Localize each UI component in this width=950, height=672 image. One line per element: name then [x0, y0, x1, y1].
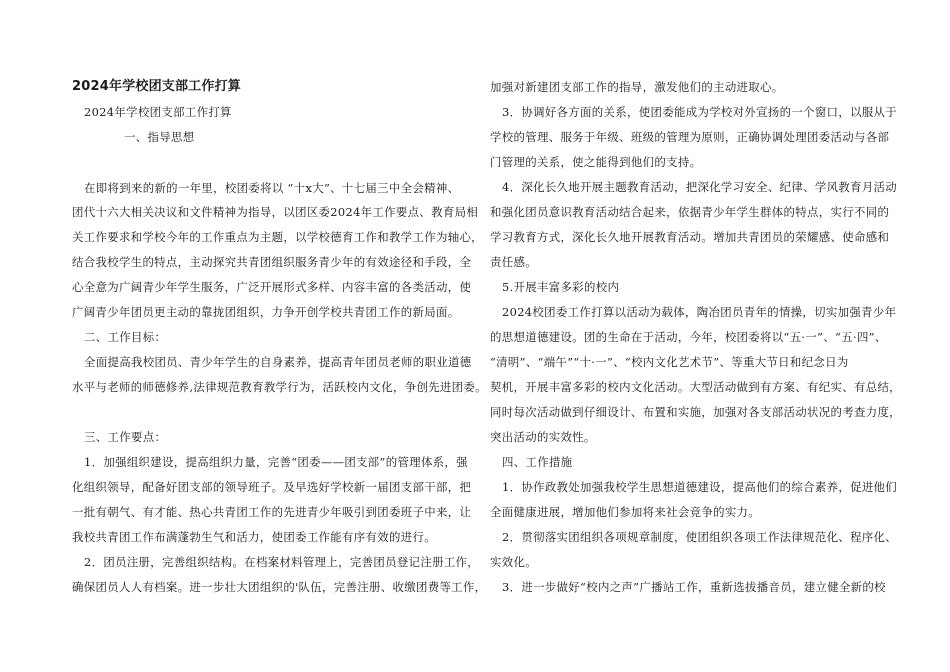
- text-line: 全面提高我校团员、青少年学生的自身素养，提高青年团员老师的职业道德: [84, 355, 472, 369]
- text-line: 同时每次活动做到仔细设计、布置和实施，加强对各支部活动状况的考查力度，: [490, 405, 901, 419]
- text-line: 一、指导思想: [124, 130, 195, 144]
- text-line: 加强对新建团支部工作的指导，激发他们的主动进取心。: [490, 80, 784, 94]
- text-line: 结合我校学生的特点，主动探究共青团组织服务青少年的有效途径和手段，全: [72, 255, 472, 269]
- text-line: 三、工作要点：: [84, 430, 167, 444]
- text-line: 一批有朝气、有才能、热心共青团工作的先进青少年吸引到团委班子中来，让: [72, 505, 472, 519]
- text-line: 2024校团委工作打算以活动为载体，陶冶团员青年的情操，切实加强青少年: [502, 305, 897, 319]
- text-line: 实效化。: [490, 555, 537, 569]
- text-line: 水平与老师的师德修养,法律规范教育教学行为，活跃校内文化，争创先进团委。: [72, 380, 487, 394]
- text-line: 四、工作措施: [502, 455, 573, 469]
- text-line: 1．加强组织建设，提高组织力量，完善“团委——团支部”的管理体系，强: [84, 455, 468, 469]
- text-line: 团代十六大相关决议和文件精神为指导，以团区委2024年工作要点、教育局相: [72, 205, 479, 219]
- text-line: 4．深化长久地开展主题教育活动，把深化学习安全、纪律、学风教育月活动: [502, 180, 898, 194]
- text-line: 2．贯彻落实团组织各项规章制度，使团组织各项工作法律规范化、程序化、: [502, 530, 898, 544]
- text-line: 确保团员人人有档案。进一步壮大团组织的'队伍，完善注册、收缴团费等工作，: [72, 580, 487, 594]
- text-line: 1．协作政教处加强我校学生思想道德建设，提高他们的综合素养，促进他们: [502, 480, 898, 494]
- text-line: 关工作要求和学校今年的工作重点为主题，以学校德育工作和教学工作为轴心，: [72, 230, 483, 244]
- text-line: 学习教育方式，深化长久地开展教育活动。增加共青团员的荣耀感、使命感和: [490, 230, 890, 244]
- text-line: 和强化团员意识教育活动结合起来，依据青少年学生群体的特点，实行不同的: [490, 205, 890, 219]
- text-line: 广阔青少年团员更主动的靠拢团组织，力争开创学校共青团工作的新局面。: [72, 305, 460, 319]
- text-line: 心全意为广阔青少年学生服务，广泛开展形式多样、内容丰富的各类活动，使: [72, 280, 472, 294]
- document-title: 2024年学校团支部工作打算: [72, 79, 241, 94]
- text-line: 全面健康进展，增加他们参加将来社会竞争的实力。: [490, 505, 761, 519]
- text-line: 化组织领导，配备好团支部的领导班子。及早选好学校新一届团支部干部，把: [72, 480, 472, 494]
- text-line: 在即将到来的新的一年里，校团委将以 “十x大”、十七届三中全会精神、: [84, 181, 460, 195]
- text-line: 3．进一步做好“校内之声”广播站工作，重新选拔播音员，建立健全新的校: [502, 580, 886, 594]
- text-line: 2．团员注册，完善组织结构。在档案材料管理上，完善团员登记注册工作，: [84, 555, 480, 569]
- text-line: 5.开展丰富多彩的校内: [502, 280, 620, 294]
- text-line: 的思想道德建设。团的生命在于活动，今年，校团委将以“五·一”、“五·四”、: [490, 330, 887, 344]
- text-line: 二、工作目标：: [84, 330, 167, 344]
- text-line: “清明”、“端午”“十·一”、“校内文化艺术节”、等重大节日和纪念日为: [490, 355, 849, 369]
- text-line: 3．协调好各方面的关系，使团委能成为学校对外宣扬的一个窗口，以服从于: [502, 105, 898, 119]
- text-line: 门管理的关系，使之能得到他们的支持。: [490, 155, 702, 169]
- text-line: 契机，开展丰富多彩的校内文化活动。大型活动做到有方案、有纪实、有总结，: [490, 380, 901, 394]
- text-line: 责任感。: [490, 255, 537, 269]
- text-line: 2024年学校团支部工作打算: [84, 105, 232, 119]
- text-line: 学校的管理、服务于年级、班级的管理为原则，正确协调处理团委活动与各部: [490, 130, 890, 144]
- text-line: 我校共青团工作布满蓬勃生气和活力，使团委工作能有序有效的进行。: [72, 530, 436, 544]
- text-line: 突出活动的实效性。: [490, 430, 596, 444]
